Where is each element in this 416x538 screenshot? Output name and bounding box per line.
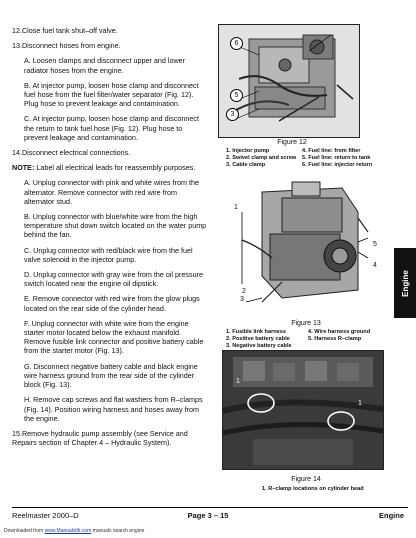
fig14-callout-1b: 1 — [358, 400, 362, 407]
step-14e: E. Remove connector with red wire from the glow plugs located on the rear side of the cylinder head. — [24, 294, 200, 313]
step-13: 13.Disconnect hoses from engine. — [12, 41, 121, 51]
step-14: 14.Disconnect electrical connections. — [12, 148, 131, 158]
figure-12-caption: Figure 12 — [277, 139, 307, 146]
note-label: NOTE: — [12, 163, 35, 173]
note — [12, 163, 208, 172]
figure-14-caption: Figure 14 — [291, 476, 321, 483]
figure-14-drawing — [223, 351, 383, 469]
note-text: Label all electrical leads for reassembly purposes. — [34, 163, 196, 173]
step-14c: C. Unplug connector with red/black wire from the fuel valve solenoid in the injector pump. — [24, 245, 193, 264]
footer-manual-title: Reelmaster 2000–D — [12, 511, 79, 520]
fig12-callout-5: 5 — [230, 89, 243, 102]
figure-14-photo — [222, 350, 384, 470]
step-15: 15.Remove hydraulic pump assembly (see Service and Repairs section of Chapter 4 – Hydraulic System). — [12, 428, 188, 448]
step-13b: B. At injector pump, loosen hose clamp and disconnect fuel hose from the fuel filter/water separator (Fig. 12). Plug hose to prevent leakage and contamination. — [24, 80, 199, 109]
fig13-callout-4: 4 — [373, 262, 377, 269]
step-14a: A. Unplug connector with pink and white wires from the alternator. Remove connector with red wire from alternator stud. — [24, 178, 199, 206]
figure-12-legend: 1. Injector pump 4. Fuel line: from filter 2. Swivel clamp and screw 5. Fuel line: return to tank 3. Cable clamp 6. Fuel line: injector return — [226, 148, 373, 168]
section-side-tab — [394, 248, 416, 318]
fig13-callout-5: 5 — [373, 241, 377, 248]
footer-divider — [12, 507, 408, 508]
fig12-callout-6: 6 — [230, 37, 243, 50]
side-tab-label: Engine — [400, 269, 410, 297]
step-14b: B. Unplug connector with blue/white wire from the high temperature shut down switch located on the water pump behind the fan. — [24, 212, 207, 240]
fig13-callout-1: 1 — [234, 204, 238, 211]
step-14h: H. Remove cap screws and flat washers from R–clamps (Fig. 14). Position wiring harness and hoses away from the engine. — [24, 395, 203, 423]
download-link[interactable]: www.Manualslib.com — [44, 528, 92, 534]
step-12: 12.Close fuel tank shut–off valve. — [12, 26, 118, 35]
figure-13-caption: Figure 13 — [291, 320, 321, 327]
fig12-callout-3: 3 — [226, 108, 239, 121]
step-13a: A. Loosen clamps and disconnect upper and lower radiator hoses from the engine. — [24, 56, 186, 75]
fig14-callout-1a: 1 — [236, 378, 240, 385]
step-13c: C. At injector pump, loosen hose clamp and disconnect the return to tank fuel hose (Fig. 12). Plug hose to prevent leakage and contamination. — [24, 114, 199, 142]
fig13-callout-2: 2 — [242, 288, 246, 295]
step-14d: D. Unplug connector with gray wire from the oil pressure switch located near the engine oil dipstick. — [24, 270, 203, 289]
instructions-column — [12, 26, 208, 453]
step-14f: F. Unplug connector with white wire from the engine starter motor located below the exhaust manifold. Remove fusible link connector and positive battery cable from the starter motor (Fig. 13). — [24, 318, 204, 356]
step-14g: G. Disconnect negative battery cable and black engine wire harness ground from the rear side of the cylinder block (Fig. 13). — [24, 361, 198, 390]
download-notice: Downloaded from www.Manualslib.com manuals search engine — [4, 528, 145, 534]
footer-section-name: Engine — [378, 511, 404, 520]
fig13-callout-3: 3 — [240, 296, 244, 303]
figure-14-legend: 1. R–clamp locations on cylinder head — [262, 486, 364, 492]
figure-13-legend: 1. Fusible link harness 4. Wire harness ground 2. Positive battery cable 5. Harness R–clamp 3. Negative battery cable — [226, 329, 371, 349]
footer-page-number: Page 3 – 15 — [187, 511, 229, 520]
